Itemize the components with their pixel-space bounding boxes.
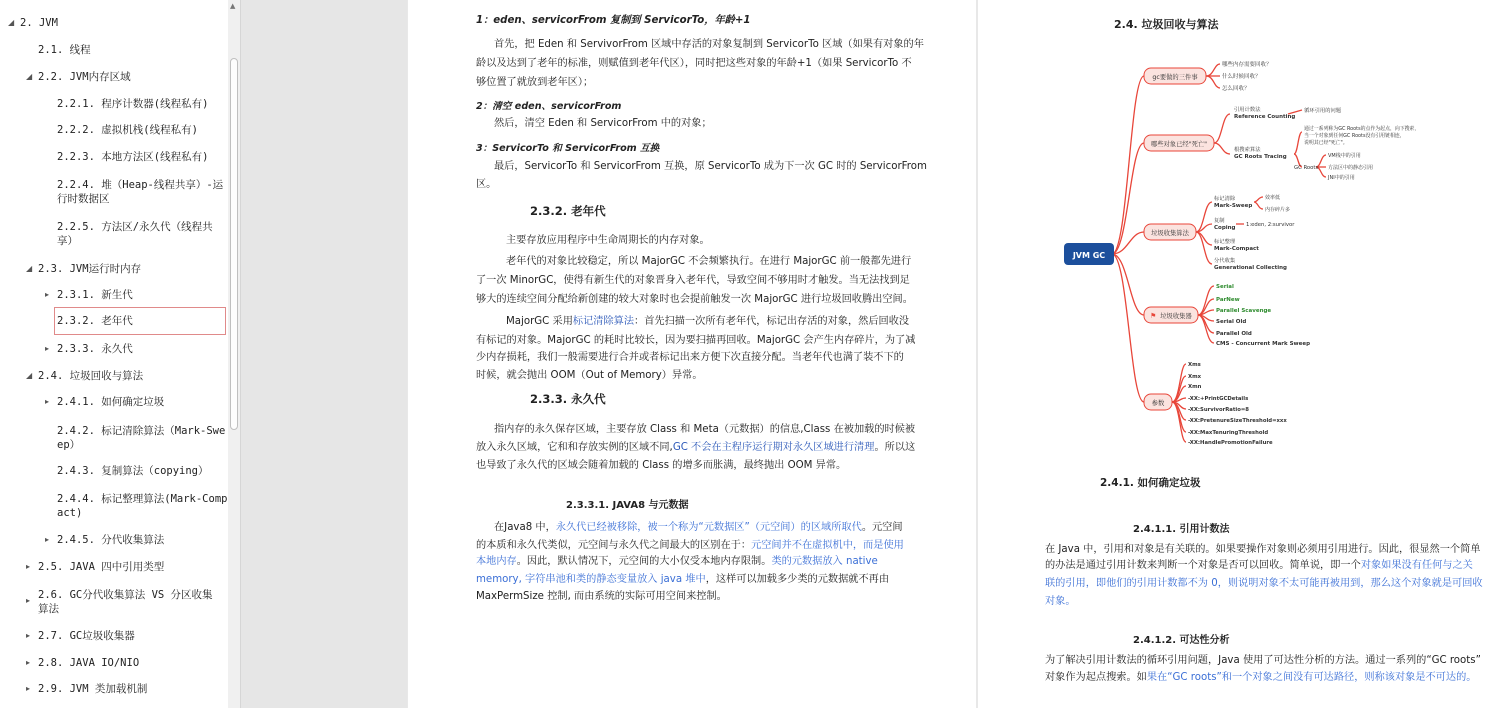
text-span: 。因此，默认情况下，元空间的大小仅受本地内存限制。 (516, 556, 772, 567)
mindmap-leaf: -XX:MaxTenuringThreshold (1188, 430, 1269, 436)
paragraph-line: 够大的连续空间分配给新创建的较大对象时也会提前触发一次 MajorGC 进行垃圾回收腾出空间。 (476, 294, 913, 305)
toc-item-2-2-3[interactable]: 2.2.3. 本地方法区(线程私有) (57, 151, 209, 163)
mindmap-leaf: -XX:+PrintGCDetails (1188, 396, 1249, 402)
document-page-right (978, 0, 1500, 708)
heading-part: 互换 (640, 143, 660, 154)
toc-item-2-2-5[interactable] (57, 220, 213, 248)
paragraph-line: 在 Java 中，引用和对象是有关联的。如果要操作对象则必须用引用进行。因此，很显然一个简单 (1045, 544, 1481, 555)
sidebar-scrollbar[interactable] (228, 0, 240, 708)
mindmap-leaf: JNI中的引用 (1328, 175, 1355, 181)
heading-identify-garbage: 2.4.1. 如何确定垃圾 (1100, 477, 1201, 489)
highlight-text: 本地内存 (476, 556, 517, 567)
mindmap-leaf: 怎么回收？ (1222, 86, 1250, 92)
mindmap-leaf: Mark-Sweep (1214, 203, 1253, 209)
paragraph-line: 有标记的对象。MajorGC 的耗时比较长，因为要扫描再回收。MajorGC 会产生内存碎片，为了减 (476, 335, 916, 346)
expand-arrow-icon[interactable]: ▸ (45, 397, 50, 406)
toc-item-2-4-4[interactable] (57, 492, 227, 520)
toc-item-2-3-2-selected[interactable] (55, 308, 225, 334)
expand-arrow-icon[interactable]: ▸ (45, 344, 50, 353)
paragraph-line: 最后，ServicorTo 和 ServicorFrom 互换，原 ServicorTo 成为下一次 GC 时的 ServicorFrom (494, 161, 927, 172)
mindmap-leaf: GC Roots (1294, 165, 1319, 171)
collapse-arrow-icon[interactable]: ◢ (26, 72, 33, 81)
highlight-text: memory, 字符串池和类的静态变量放入 java 堆中 (476, 574, 706, 585)
paragraph-line: 区。 (476, 179, 497, 190)
expand-arrow-icon[interactable]: ▸ (45, 535, 50, 544)
paragraph-line (506, 312, 909, 331)
toc-item-2-8[interactable]: 2.8. JAVA IO/NIO (38, 657, 140, 669)
toc-item-2-3-3[interactable]: 2.3.3. 永久代 (57, 343, 133, 355)
document-page-left (408, 0, 976, 708)
collapse-arrow-icon[interactable]: ◢ (8, 18, 15, 27)
heading-old-generation: 2.3.2. 老年代 (530, 204, 606, 218)
paragraph-line: 老年代的对象比较稳定，所以 MajorGC 不会频繁执行。在进行 MajorGC 前一般都先进行 (506, 256, 912, 267)
paragraph-line: 为了解决引用计数法的循环引用问题，Java 使用了可达性分析的方法。通过一系列的“GC roots” (1045, 655, 1481, 666)
highlight-text: GC 不会在主程序运行期对永久区域进行清理 (672, 442, 875, 453)
toc-line: 享） (57, 235, 78, 247)
highlight-text: 对象如果没有任何与之关 (1360, 560, 1473, 571)
paragraph-line (1045, 556, 1473, 575)
mindmap-leaf: Xms (1188, 362, 1201, 368)
mindmap-leaf: GC Roots Tracing (1234, 154, 1287, 160)
paragraph-line: 对象。 (1045, 596, 1076, 607)
toc-line: 2.6. GC分代收集算法 VS 分区收集 (38, 589, 213, 601)
mindmap-leaf: 什么时候回收？ (1222, 74, 1261, 80)
toc-line: 2.4.2. 标记清除算法（Mark-Swe (57, 425, 226, 437)
scroll-up-arrow-icon[interactable]: ▲ (230, 2, 236, 10)
toc-item-2-2[interactable]: 2.2. JVM内存区域 (38, 71, 131, 83)
paragraph-line (494, 518, 903, 537)
toc-line: 2.2.5. 方法区/永久代（线程共 (57, 221, 213, 233)
expand-arrow-icon[interactable]: ▸ (26, 562, 31, 571)
toc-item-2-4-5[interactable]: 2.4.5. 分代收集算法 (57, 534, 165, 546)
toc-tree (0, 0, 228, 708)
text-span: 放入永久区域，它和和存放实例的区域不同, (476, 442, 673, 453)
gc-mindmap (978, 40, 1500, 460)
heading-reachability-analysis: 2.4.1.2. 可达性分析 (1133, 635, 1230, 646)
expand-arrow-icon[interactable]: ▸ (26, 658, 31, 667)
paragraph-line: MaxPermSize 控制, 而由系统的实际可用空间来控制。 (476, 591, 727, 602)
text-span: ：首先扫描一次所有老年代，标记出存活的对象，然后回收没 (634, 316, 910, 327)
toc-item-2-2-2[interactable]: 2.2.2. 虚拟机栈(线程私有) (57, 124, 198, 136)
mindmap-branch-label: 垃圾收集算法 (1151, 230, 1189, 237)
toc-line: 2.4.4. 标记整理算法(Mark-Comp (57, 493, 228, 505)
paragraph-line: 时候，就会抛出 OOM（Out of Memory）异常。 (476, 370, 703, 381)
heading-gc-algorithms: 2.4. 垃圾回收与算法 (1114, 18, 1219, 31)
mindmap-leaf: Coping (1214, 225, 1236, 231)
text-span: 。元空间 (861, 522, 903, 533)
toc-item-2-9[interactable]: 2.9. JVM 类加载机制 (38, 683, 148, 695)
heading-part: 和 (552, 143, 562, 154)
mindmap-leaf: 复制 (1214, 218, 1225, 224)
toc-item-2-4[interactable]: 2.4. 垃圾回收与算法 (38, 370, 144, 382)
paragraph-line: 也导致了永久代的区域会随着加载的 Class 的增多而胀满，最终抛出 OOM 异常。 (476, 460, 847, 471)
toc-line: act) (57, 507, 83, 519)
text-span: 。所以这 (874, 442, 916, 453)
mindmap-leaf: 效率低 (1265, 195, 1281, 201)
mindmap-leaf: Xmn (1188, 384, 1202, 390)
highlight-link: 标记清除算法 (572, 316, 635, 327)
toc-item-2-3-1[interactable]: 2.3.1. 新生代 (57, 289, 133, 301)
collapse-arrow-icon[interactable]: ◢ (26, 371, 33, 380)
scrollbar-thumb[interactable] (230, 58, 238, 430)
paragraph-line: 联的引用，即他们的引用计数都不为 0，则说明对象不太可能再被用到，那么这个对象就是可回收 (1045, 578, 1483, 589)
paragraph-line: 龄以及达到了老年的标准，则赋值到老年代区），同时把这些对象的年龄+1（如果 ServicorTo 不 (476, 58, 912, 69)
paragraph-line (1045, 668, 1476, 687)
mindmap-root-label: JVM GC (1072, 251, 1106, 260)
mindmap-leaf: Serial Old (1216, 319, 1247, 325)
text-span: 的本质和永久代类似，元空间与永久代之间最大的区别在于： (476, 540, 752, 551)
toc-item-2-4-3[interactable]: 2.4.3. 复制算法（copying） (57, 465, 209, 477)
mindmap-leaf: 引用计数法 (1234, 107, 1261, 113)
mindmap-leaf: -XX:HandlePromotionFailure (1188, 440, 1273, 446)
toc-item-2-1[interactable]: 2.1. 线程 (38, 44, 91, 56)
mindmap-leaf: Generational Collecting (1214, 265, 1287, 271)
mindmap-leaf: Reference Counting (1234, 114, 1296, 120)
toc-item-2-5[interactable]: 2.5. JAVA 四中引用类型 (38, 561, 165, 573)
mindmap-leaf: 当一个对象到任何GC Roots没有引用链相连， (1304, 133, 1405, 139)
toc-line: 算法 (38, 603, 59, 615)
heading-permanent-generation: 2.3.3. 永久代 (530, 392, 606, 406)
mindmap-leaf: 1:eden, 2:survivor (1246, 222, 1295, 228)
paragraph-line: 首先，把 Eden 和 ServivorFrom 区域中存活的对象复制到 ServicorTo 区域（如果有对象的年 (494, 39, 924, 50)
collapse-arrow-icon[interactable]: ◢ (26, 264, 33, 273)
heading-part: eden、servicorFrom (511, 101, 622, 112)
mindmap-leaf: -XX:SurvivorRatio=8 (1188, 407, 1249, 413)
toc-item-2-2-4[interactable] (57, 178, 223, 206)
text-span: 在Java8 中， (494, 522, 556, 533)
mindmap-leaf: 标记整理 (1214, 239, 1236, 245)
mindmap-leaf: Parallel Scavenge (1216, 308, 1272, 314)
heading-part: 2： (476, 101, 493, 112)
toc-item-2-7[interactable]: 2.7. GC垃圾收集器 (38, 630, 135, 642)
mindmap-leaf: Xmx (1188, 374, 1202, 380)
toc-sidebar (0, 0, 241, 708)
heading-reference-counting: 2.4.1.1. 引用计数法 (1133, 524, 1230, 535)
mindmap-leaf: 哪些内存需要回收？ (1222, 62, 1272, 68)
mindmap-leaf: 根搜索算法 (1234, 147, 1261, 153)
toc-item-2[interactable]: 2. JVM (20, 17, 58, 29)
mindmap-leaf: 方法区中的静态引用 (1328, 165, 1374, 171)
heading-part: 清空 (492, 101, 512, 112)
mindmap-leaf: Parallel Old (1216, 331, 1252, 337)
heading-part: 3：ServicorTo (476, 143, 553, 154)
section-heading (476, 11, 750, 30)
mindmap-leaf: Mark-Compact (1214, 246, 1259, 252)
paragraph-line: 然后，清空 Eden 和 ServicorFrom 中的对象； (494, 118, 712, 129)
toc-line: ep） (57, 439, 81, 451)
heading-part: 1：eden、servicorFrom (476, 15, 611, 26)
heading-part: 复制到 ServicorTo，年龄+1 (610, 15, 751, 26)
text-span: MajorGC 采用 (506, 316, 573, 327)
mindmap-leaf: 通过一系列称为GC Roots的点作为起点，向下搜索， (1304, 126, 1420, 132)
toc-item-label: 2.3.2. 老年代 (57, 315, 133, 327)
paragraph-line: 主要存放应用程序中生命周期长的内存对象。 (506, 235, 710, 246)
highlight-text: 元空间并不在虚拟机中，而是使用 (751, 540, 904, 551)
mindmap-leaf: 循环引用的问题 (1304, 108, 1342, 114)
text-span: ，这样可以加载多少类的元数据就不再由 (705, 574, 890, 585)
mindmap-leaf: VM栈中的引用 (1328, 153, 1361, 159)
mindmap-branch-label: gc要做的三件事 (1152, 74, 1198, 81)
workspace-background (241, 0, 407, 708)
mindmap-leaf: CMS - Concurrent Mark Sweep (1216, 341, 1311, 347)
flag-icon: ⚑ (1150, 312, 1157, 320)
text-span: 对象作为起点搜索。如 (1045, 672, 1147, 683)
paragraph-line (476, 438, 915, 457)
mindmap-leaf: 内存碎片多 (1265, 207, 1291, 213)
expand-arrow-icon[interactable]: ▸ (26, 631, 31, 640)
toc-item-2-3[interactable]: 2.3. JVM运行时内存 (38, 263, 142, 275)
highlight-text: 永久代已经被移除，被一个称为“元数据区”（元空间）的区域所取代 (555, 522, 862, 533)
toc-item-2-6[interactable] (38, 588, 213, 616)
mindmap-connectors (1112, 64, 1326, 442)
highlight-text: 类的元数据放入 native (771, 556, 878, 567)
expand-arrow-icon[interactable]: ▸ (45, 290, 50, 299)
paragraph-line (476, 552, 878, 571)
mindmap-branch-label: 垃圾收集器 (1160, 313, 1192, 320)
toc-line: 行时数据区 (57, 193, 110, 205)
paragraph-line: 指内存的永久保存区域，主要存放 Class 和 Meta（元数据）的信息,Class 在被加载的时候被 (494, 424, 916, 435)
paragraph-line: 少内存损耗，我们一般需要进行合并或者标记出来方便下次直接分配。当老年代也满了装不下的 (476, 352, 904, 363)
mindmap-leaf: ParNew (1216, 297, 1240, 303)
expand-arrow-icon[interactable]: ▸ (26, 596, 31, 605)
toc-line: 2.2.4. 堆（Heap-线程共享）-运 (57, 179, 224, 191)
section-heading (476, 139, 659, 158)
mindmap-leaf: 标记清除 (1214, 196, 1236, 202)
heading-part: ServicorFrom (561, 143, 641, 154)
text-span: 的办法是通过引用计数来判断一个对象是否可以回收。简单说，即一个 (1045, 560, 1361, 571)
mindmap-leaf: 说明其已经"死亡"。 (1304, 140, 1348, 146)
mindmap-leaf: -XX:PretenureSizeThreshold=xxx (1188, 418, 1287, 424)
paragraph-line: 了一次 MinorGC，使得有新生代的对象晋身入老年代，导致空间不够用时才触发。当无法找到足 (476, 275, 910, 286)
mindmap-branch-label: 哪些对象已经"死亡" (1150, 141, 1208, 148)
highlight-text: 果在“GC roots”和一个对象之间没有可达路径，则称该对象是不可达的。 (1146, 672, 1477, 683)
mindmap-leaf: 分代收集 (1214, 258, 1236, 264)
expand-arrow-icon[interactable]: ▸ (26, 684, 31, 693)
toc-item-2-4-2[interactable] (57, 424, 225, 452)
mindmap-branch-label: 参数 (1151, 400, 1165, 407)
mindmap-leaf: Serial (1216, 284, 1234, 290)
toc-item-2-4-1[interactable]: 2.4.1. 如何确定垃圾 (57, 396, 165, 408)
toc-item-2-2-1[interactable]: 2.2.1. 程序计数器(线程私有) (57, 98, 209, 110)
heading-java8-metadata: 2.3.3.1. JAVA8 与元数据 (566, 500, 689, 511)
paragraph-line: 够位置了就放到老年区）； (476, 77, 594, 88)
